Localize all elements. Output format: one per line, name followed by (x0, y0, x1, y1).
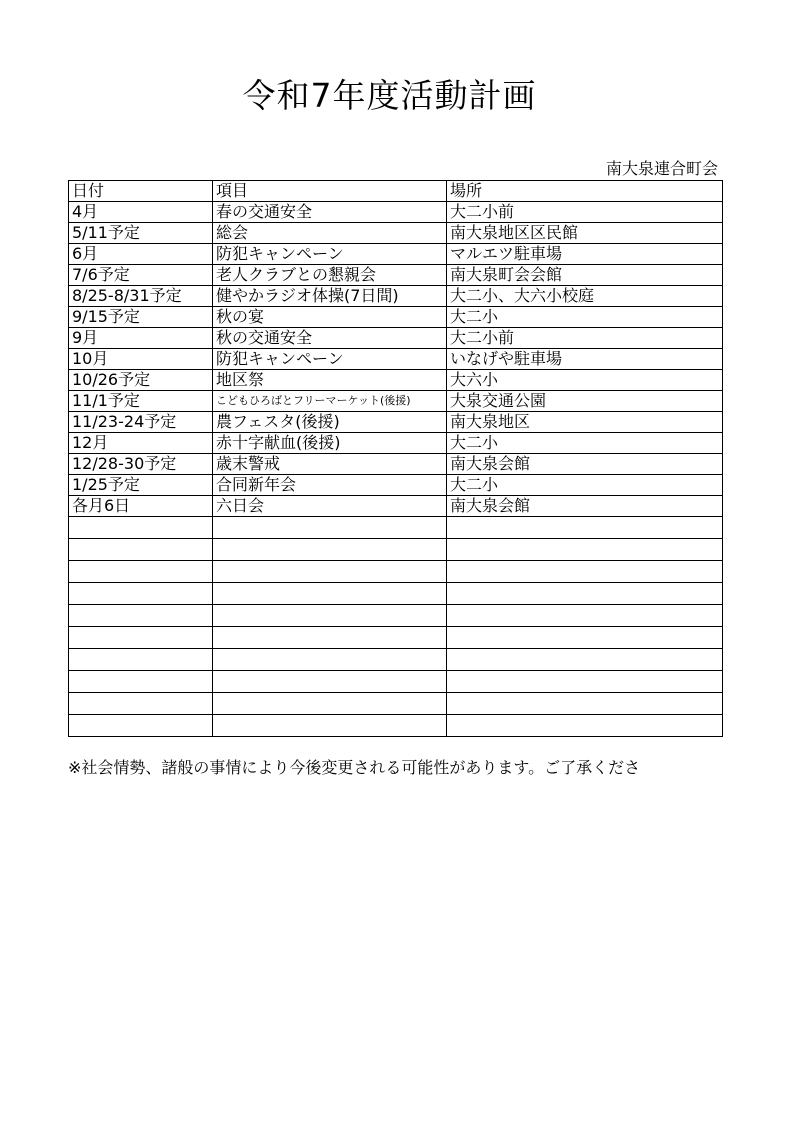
empty-row (69, 649, 723, 671)
empty-cell (213, 649, 447, 671)
row-date: 10月 (69, 349, 213, 370)
row-place: 大二小前 (447, 202, 723, 223)
table-row (69, 454, 723, 475)
table-row (69, 223, 723, 244)
row-item: 春の交通安全 (213, 202, 447, 223)
empty-cell (447, 649, 723, 671)
row-date: 8/25-8/31予定 (69, 286, 213, 307)
empty-cell (213, 627, 447, 649)
row-item: 防犯キャンペーン (213, 349, 447, 370)
table-row (69, 370, 723, 391)
row-place: 南大泉町会会館 (447, 265, 723, 286)
empty-cell (213, 671, 447, 693)
empty-row (69, 539, 723, 561)
row-item: 秋の宴 (213, 307, 447, 328)
row-date: 7/6予定 (69, 265, 213, 286)
row-item: こどもひろばとフリーマーケット(後援) (213, 391, 447, 412)
row-item: 総会 (213, 223, 447, 244)
row-date: 1/25予定 (69, 475, 213, 496)
column-header-date: 日付 (69, 181, 213, 202)
empty-cell (213, 517, 447, 539)
empty-cell (213, 715, 447, 737)
row-item: 歳末警戒 (213, 454, 447, 475)
table-row (69, 433, 723, 454)
row-item: 老人クラブとの懇親会 (213, 265, 447, 286)
row-date: 9月 (69, 328, 213, 349)
row-place: 大六小 (447, 370, 723, 391)
row-item: 合同新年会 (213, 475, 447, 496)
empty-cell (447, 605, 723, 627)
row-item: 地区祭 (213, 370, 447, 391)
organization-name: 南大泉連合町会 (605, 159, 718, 178)
empty-cell (447, 715, 723, 737)
empty-row (69, 517, 723, 539)
row-date: 4月 (69, 202, 213, 223)
table-row (69, 412, 723, 433)
row-place: 大泉交通公園 (447, 391, 723, 412)
row-date: 9/15予定 (69, 307, 213, 328)
column-header-item: 項目 (213, 181, 447, 202)
row-item: 農フェスタ(後援) (213, 412, 447, 433)
empty-cell (213, 539, 447, 561)
table-row (69, 286, 723, 307)
table-row (69, 349, 723, 370)
row-place: 大二小、大六小校庭 (447, 286, 723, 307)
empty-cell (447, 517, 723, 539)
table-row (69, 265, 723, 286)
row-place: 大二小 (447, 475, 723, 496)
row-date: 10/26予定 (69, 370, 213, 391)
empty-cell (69, 561, 213, 583)
empty-cell (447, 561, 723, 583)
column-header-place: 場所 (447, 181, 723, 202)
row-date: 11/23-24予定 (69, 412, 213, 433)
row-place: 大二小 (447, 307, 723, 328)
empty-cell (447, 627, 723, 649)
empty-cell (447, 693, 723, 715)
row-date: 5/11予定 (69, 223, 213, 244)
empty-cell (69, 605, 213, 627)
table-row (69, 202, 723, 223)
empty-cell (447, 671, 723, 693)
row-place: マルエツ駐車場 (447, 244, 723, 265)
row-date: 11/1予定 (69, 391, 213, 412)
empty-row (69, 561, 723, 583)
table-row (69, 244, 723, 265)
row-item: 赤十字献血(後援) (213, 433, 447, 454)
table-row (69, 328, 723, 349)
empty-cell (213, 561, 447, 583)
row-place: 南大泉地区 (447, 412, 723, 433)
row-place: 大二小 (447, 433, 723, 454)
empty-cell (69, 627, 213, 649)
empty-cell (69, 583, 213, 605)
row-place: いなげや駐車場 (447, 349, 723, 370)
table-header-row (69, 181, 723, 202)
empty-row (69, 583, 723, 605)
empty-row (69, 671, 723, 693)
table-row (69, 496, 723, 517)
empty-cell (213, 605, 447, 627)
empty-cell (69, 649, 213, 671)
empty-cell (447, 539, 723, 561)
empty-cell (69, 539, 213, 561)
footnote: ※社会情勢、諸般の事情により今後変更される可能性があります。ご了承くださ (68, 758, 641, 777)
activity-schedule-table (68, 180, 723, 737)
empty-cell (69, 671, 213, 693)
row-place: 南大泉会館 (447, 454, 723, 475)
row-date: 12/28-30予定 (69, 454, 213, 475)
row-item: 健やかラジオ体操(7日間) (213, 286, 447, 307)
row-item: 六日会 (213, 496, 447, 517)
row-date: 12月 (69, 433, 213, 454)
empty-cell (69, 517, 213, 539)
row-place: 南大泉地区区民館 (447, 223, 723, 244)
empty-row (69, 693, 723, 715)
empty-cell (69, 715, 213, 737)
row-item: 秋の交通安全 (213, 328, 447, 349)
table-row (69, 391, 723, 412)
page-title: 令和7年度活動計画 (242, 76, 537, 115)
empty-row (69, 715, 723, 737)
empty-row (69, 627, 723, 649)
table-row (69, 475, 723, 496)
row-place: 大二小前 (447, 328, 723, 349)
row-place: 南大泉会館 (447, 496, 723, 517)
empty-cell (213, 583, 447, 605)
empty-row (69, 605, 723, 627)
table-row (69, 307, 723, 328)
empty-cell (447, 583, 723, 605)
row-date: 各月6日 (69, 496, 213, 517)
empty-cell (213, 693, 447, 715)
row-item: 防犯キャンペーン (213, 244, 447, 265)
empty-cell (69, 693, 213, 715)
row-date: 6月 (69, 244, 213, 265)
